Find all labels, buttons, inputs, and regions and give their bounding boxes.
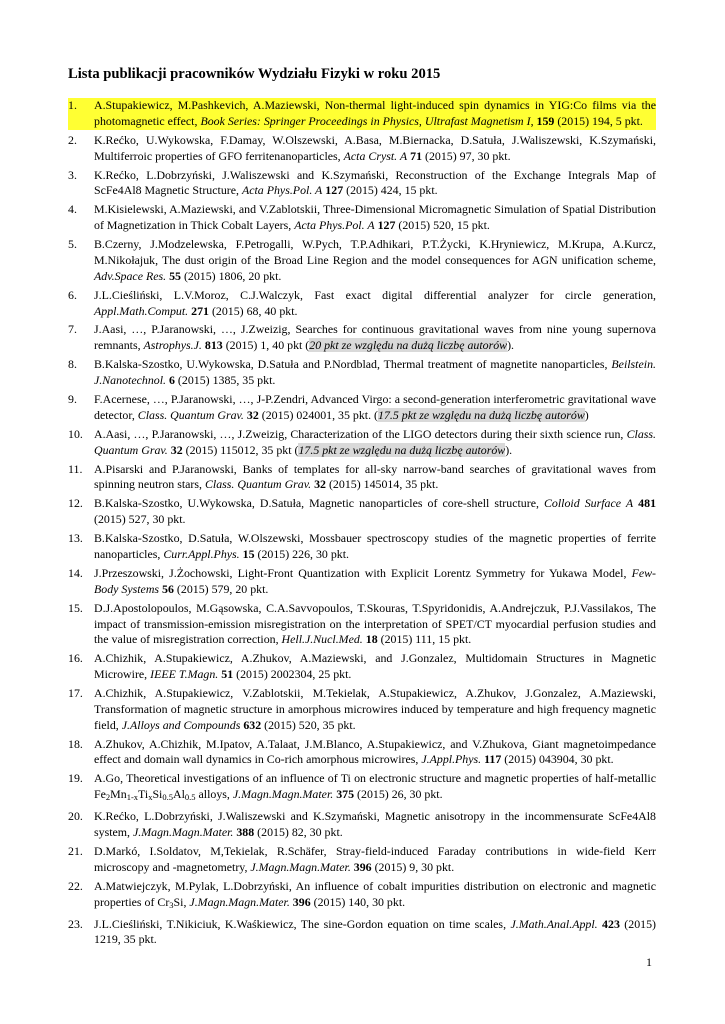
volume-number: 271 — [191, 303, 209, 318]
volume-number: 396 — [292, 894, 311, 909]
journal-name: Adv.Space Res. — [94, 268, 167, 283]
publication-item — [68, 392, 656, 424]
journal-name: Class. Quantum Grav. — [94, 426, 656, 457]
publication-item — [68, 133, 656, 165]
publication-item — [68, 771, 656, 806]
citation-text: (2015) 226, 30 pkt. — [254, 546, 349, 561]
citation-text: F.Acernese, …, P.Jaranowski, …, J-P.Zendri, Advanced Virgo: a second-generation interferometric gravitational wave detector, — [94, 392, 656, 422]
volume-number: 32 — [170, 442, 183, 457]
publication-list — [68, 98, 656, 951]
subscript-text: 1-x — [126, 792, 139, 803]
volume-number: 375 — [336, 787, 355, 802]
citation-text: (2015) 97, 30 pkt. — [422, 148, 511, 163]
publication-item — [68, 737, 656, 769]
citation-text: K.Rećko, U.Wykowska, F.Damay, W.Olszewski, A.Basa, M.Biernacka, D.Satuła, J.Waliszewski, K.Szymański, Multiferroic properties of GFO ferritenanoparticles, — [94, 132, 656, 163]
journal-name: J.Magn.Magn.Mater. — [132, 825, 234, 840]
volume-number: 32 — [314, 477, 326, 492]
volume-number: 813 — [204, 338, 223, 353]
item-number: 10. — [68, 426, 83, 441]
volume-number: 15 — [242, 546, 255, 561]
citation-text: (2015) 579, 20 pkt. — [173, 581, 269, 596]
subscript-text: 3 — [169, 899, 174, 910]
journal-name: Acta Phys.Pol. A — [241, 183, 323, 198]
page-number: 1 — [646, 955, 652, 969]
citation-text: (2015) 140, 30 pkt. — [310, 894, 406, 909]
citation-text: (2015) 1, 40 pkt ( — [222, 338, 310, 353]
citation-text: B.Czerny, J.Modzelewska, F.Petrogalli, W.Pych, T.P.Adhikari, P.T.Życki, K.Hryniewicz, M.Krupa, A.Kurcz, M.Nikołajuk, The dust origin of the Broad Line Region and the model consequences for AGN unification scheme, — [94, 237, 656, 267]
journal-name: Class. Quantum Grav. — [204, 477, 312, 492]
citation-text: ) — [584, 407, 589, 422]
journal-name: J.Appl.Phys. — [421, 752, 482, 767]
citation-text: (2015) 145014, 35 pkt. — [326, 477, 439, 492]
citation-text: A.Zhukov, A.Chizhik, M.Ipatov, A.Talaat, J.M.Blanco, A.Stupakiewicz, and V.Zhukova, Giant magnetoimpedance effect and domain wall dynamics in Co-rich amorphous microwires, — [94, 736, 656, 767]
citation-text: , — [530, 113, 537, 128]
item-number: 11. — [68, 461, 83, 476]
item-number: 21. — [68, 844, 83, 859]
citation-text: A.Chizhik, A.Stupakiewicz, A.Zhukov, A.Maziewski, and J.Gonzalez, Multidomain Structures in Magnetic Microwire, — [94, 651, 656, 682]
publication-item — [68, 686, 656, 733]
volume-number: 32 — [246, 407, 259, 422]
citation-text: (2015) 424, 15 pkt. — [343, 183, 438, 198]
citation-text: ). — [505, 442, 513, 457]
citation-text: (2015) 1219, 35 pkt. — [94, 916, 656, 947]
item-number: 7. — [68, 322, 77, 337]
citation-text: (2015) 527, 30 pkt. — [94, 512, 186, 527]
citation-text: A.Pisarski and P.Jaranowski, Banks of templates for all-sky narrow-band searches of gravitational waves from spinning neutron stars, — [94, 461, 656, 492]
volume-number: 55 — [169, 268, 181, 283]
journal-name: J.Magn.Magn.Mater. — [232, 787, 334, 802]
publication-item — [68, 651, 656, 683]
journal-name: J.Math.Anal.Appl. — [510, 916, 598, 931]
item-number: 18. — [68, 736, 83, 751]
volume-number: 71 — [410, 148, 423, 163]
citation-text: (2015) 68, 40 pkt. — [208, 303, 298, 318]
publication-item — [68, 566, 656, 598]
journal-name: J.Alloys and Compounds — [121, 717, 241, 732]
citation-text: B.Kalska-Szostko, D.Satuła, W.Olszewski, Mossbauer spectroscopy studies of the magnetic properties of ferrite nanoparticles, — [94, 531, 656, 561]
citation-text: M.Kisielewski, A.Maziewski, and V.Zablotskii, Three-Dimensional Micromagnetic Simulation of Spatial Distribution of Magnetization in Thick Cobalt Layers, — [94, 202, 656, 233]
volume-number: 632 — [243, 717, 262, 732]
journal-name: Astrophys.J. — [143, 338, 202, 353]
volume-number: 51 — [221, 667, 234, 682]
publication-item — [68, 496, 656, 528]
journal-name: Beilstein. J.Nanotechnol. — [94, 357, 656, 388]
publication-item — [68, 879, 656, 914]
citation-text: (2015) 1806, 20 pkt. — [180, 268, 282, 283]
page-title: Lista publikacji pracowników Wydziału Fizyki w roku 2015 — [68, 66, 441, 82]
citation-text: Ti — [138, 787, 149, 802]
publication-item — [68, 531, 656, 563]
item-number: 9. — [68, 392, 77, 407]
citation-text: (2015) 194, 5 pkt. — [554, 113, 643, 128]
citation-text: J.L.Cieśliński, L.V.Moroz, C.J.Walczyk, Fast exact digital differential analyzer for circle generation, — [94, 287, 656, 302]
volume-number: 423 — [602, 916, 620, 931]
citation-text: J.Aasi, …, P.Jaranowski, …, J.Zweizig, Searches for continuous gravitational waves from nine young supernova remnants, — [94, 322, 656, 353]
item-number: 13. — [68, 531, 83, 546]
citation-text: J.L.Cieśliński, T.Nikiciuk, K.Waśkiewicz, The sine-Gordon equation on time scales, — [94, 916, 511, 931]
item-number: 22. — [68, 878, 83, 893]
citation-text: (2015) 1385, 35 pkt. — [174, 373, 276, 388]
citation-text: A.Matwiejczyk, M.Pylak, L.Dobrzyński, An influence of cobalt impurities distribution on electronic and magnetic properties of Cr — [94, 878, 656, 909]
item-number: 20. — [68, 809, 83, 824]
citation-text: (2015) 9, 30 pkt. — [371, 859, 455, 874]
subscript-text: 2 — [105, 792, 111, 803]
journal-name: J.Magn.Magn.Mater. — [189, 894, 290, 909]
citation-text: A.Chizhik, A.Stupakiewicz, V.Zablotskii, M.Tekielak, A.Stupakiewicz, A.Zhukov, J.Gonzalez, A.Maziewski, Transformation of magnetic structure in amorphous microwires induced by temperature and high frequency magnetic field, — [94, 686, 656, 732]
citation-text: Si — [152, 787, 163, 802]
citation-text: (2015) 520, 15 pkt. — [395, 218, 490, 233]
author-count-note: 20 pkt ze względu na dużą liczbę autorów — [309, 338, 508, 353]
citation-text: (2015) 26, 30 pkt. — [354, 787, 443, 802]
volume-number: 117 — [484, 752, 502, 767]
journal-name: Acta Phys.Pol. A — [294, 218, 375, 233]
author-count-note: 17.5 pkt ze względu na dużą liczbę autorów — [298, 442, 506, 457]
citation-text: (2015) 82, 30 pkt. — [254, 825, 343, 840]
journal-name: Curr.Appl.Phys. — [163, 546, 240, 561]
journal-name: Acta Cryst. A — [343, 148, 408, 163]
item-number: 14. — [68, 565, 83, 580]
citation-text: B.Kalska-Szostko, U.Wykowska, D.Satuła and P.Nordblad, Thermal treatment of magnetite nanoparticles, — [94, 357, 612, 372]
citation-text: K.Rećko, L.Dobrzyński, J.Waliszewski and K.Szymański, Reconstruction of the Exchange Integrals Map of ScFe4Al8 Magnetic Structure, — [94, 167, 656, 198]
citation-text: Mn — [110, 787, 127, 802]
item-number: 5. — [68, 237, 77, 252]
citation-text: D.J.Apostolopoulos, M.Gąsowska, C.A.Savvopoulos, T.Skouras, T.Spyridonidis, A.Andrejczuk, P.J.Vassilakos, The impact of transmission-emission misregistration on the interpretation of SPET/CT myocardial perfusion studies and the value of misregistration correction, — [94, 600, 656, 647]
volume-number: 18 — [365, 632, 378, 647]
citation-text: (2015) 2002304, 25 pkt. — [233, 667, 352, 682]
publication-item — [68, 98, 656, 130]
publication-item — [68, 601, 656, 648]
journal-name: J.Magn.Magn.Mater. — [250, 859, 351, 874]
citation-text: A.Go, Theoretical investigations of an influence of Ti on electronic structure and magnetic properties of half-metallic Fe — [94, 771, 656, 802]
publication-item — [68, 844, 656, 876]
item-number: 15. — [68, 600, 83, 615]
volume-number: 388 — [236, 825, 255, 840]
citation-text: ). — [507, 338, 515, 353]
journal-name: Appl.Math.Comput. — [94, 303, 189, 318]
item-number: 19. — [68, 771, 83, 786]
journal-name: Few-Body Systems — [94, 565, 656, 596]
item-number: 3. — [68, 167, 77, 182]
citation-text: (2015) 520, 35 pkt. — [261, 717, 356, 732]
volume-number: 6 — [168, 373, 175, 388]
citation-text: (2015) 115012, 35 pkt ( — [182, 442, 299, 457]
volume-number: 127 — [325, 183, 344, 198]
publication-item — [68, 322, 656, 354]
journal-name: Hell.J.Nucl.Med. — [281, 632, 363, 647]
publication-item — [68, 168, 656, 200]
item-number: 8. — [68, 357, 77, 372]
citation-text: Al — [172, 787, 185, 802]
citation-text: B.Kalska-Szostko, U.Wykowska, D.Satuła, Magnetic nanoparticles of core-shell structure, — [94, 496, 544, 511]
publication-item — [68, 237, 656, 284]
publication-item — [68, 809, 656, 841]
item-number: 6. — [68, 287, 77, 302]
subscript-text: 0.5 — [184, 792, 196, 803]
publication-item — [68, 357, 656, 389]
citation-text: alloys, — [195, 787, 233, 802]
volume-number: 56 — [162, 581, 174, 596]
journal-name: Colloid Surface A — [544, 496, 634, 511]
citation-text: D.Markó, I.Soldatov, M,Tekielak, R.Schäfer, Stray-field-induced Faraday contributions in wide-field Kerr microscopy and -magnetometry, — [94, 844, 656, 874]
item-number: 16. — [68, 651, 83, 666]
volume-number: 396 — [353, 859, 372, 874]
publication-item — [68, 462, 656, 494]
journal-name: Class. Quantum Grav. — [137, 407, 244, 422]
publication-item — [68, 288, 656, 320]
citation-text: Si, — [173, 894, 190, 909]
citation-text: (2015) 043904, 30 pkt. — [501, 752, 614, 767]
item-number: 2. — [68, 132, 77, 147]
volume-number: 159 — [536, 113, 555, 128]
item-number: 1. — [68, 98, 77, 112]
item-number: 23. — [68, 916, 83, 931]
subscript-text: x — [148, 792, 153, 803]
volume-number: 481 — [638, 496, 657, 511]
citation-text: J.Przeszowski, J.Żochowski, Light-Front Quantization with Explicit Lorentz Symmetry for Yukawa Model, — [94, 565, 632, 580]
citation-text: A.Stupakiewicz, M.Pashkevich, A.Maziewski, Non-thermal light-induced spin dynamics in YIG:Co films via the photomagnetic effect, — [94, 98, 656, 128]
publication-item — [68, 917, 656, 949]
subscript-text: 0.5 — [162, 792, 173, 803]
journal-name: IEEE T.Magn. — [150, 667, 219, 682]
item-number: 12. — [68, 496, 83, 511]
author-count-note: 17.5 pkt ze względu na dużą liczbę autorów — [378, 407, 585, 422]
citation-text: (2015) 024001, 35 pkt. ( — [258, 407, 379, 422]
publication-item — [68, 202, 656, 234]
item-number: 4. — [68, 202, 77, 217]
citation-text: A.Aasi, …, P.Jaranowski, …, J.Zweizig, Characterization of the LIGO detectors during their sixth science run, — [94, 426, 627, 441]
publication-item — [68, 427, 656, 459]
volume-number: 127 — [377, 218, 396, 233]
citation-text: (2015) 111, 15 pkt. — [377, 632, 472, 647]
citation-text: K.Rećko, L.Dobrzyński, J.Waliszewski and K.Szymański, Magnetic anisotropy in the incommensurate ScFe4Al8 system, — [94, 809, 656, 840]
item-number: 17. — [68, 686, 83, 701]
journal-name: Book Series: Springer Proceedings in Physics, Ultrafast Magnetism I — [200, 113, 531, 128]
